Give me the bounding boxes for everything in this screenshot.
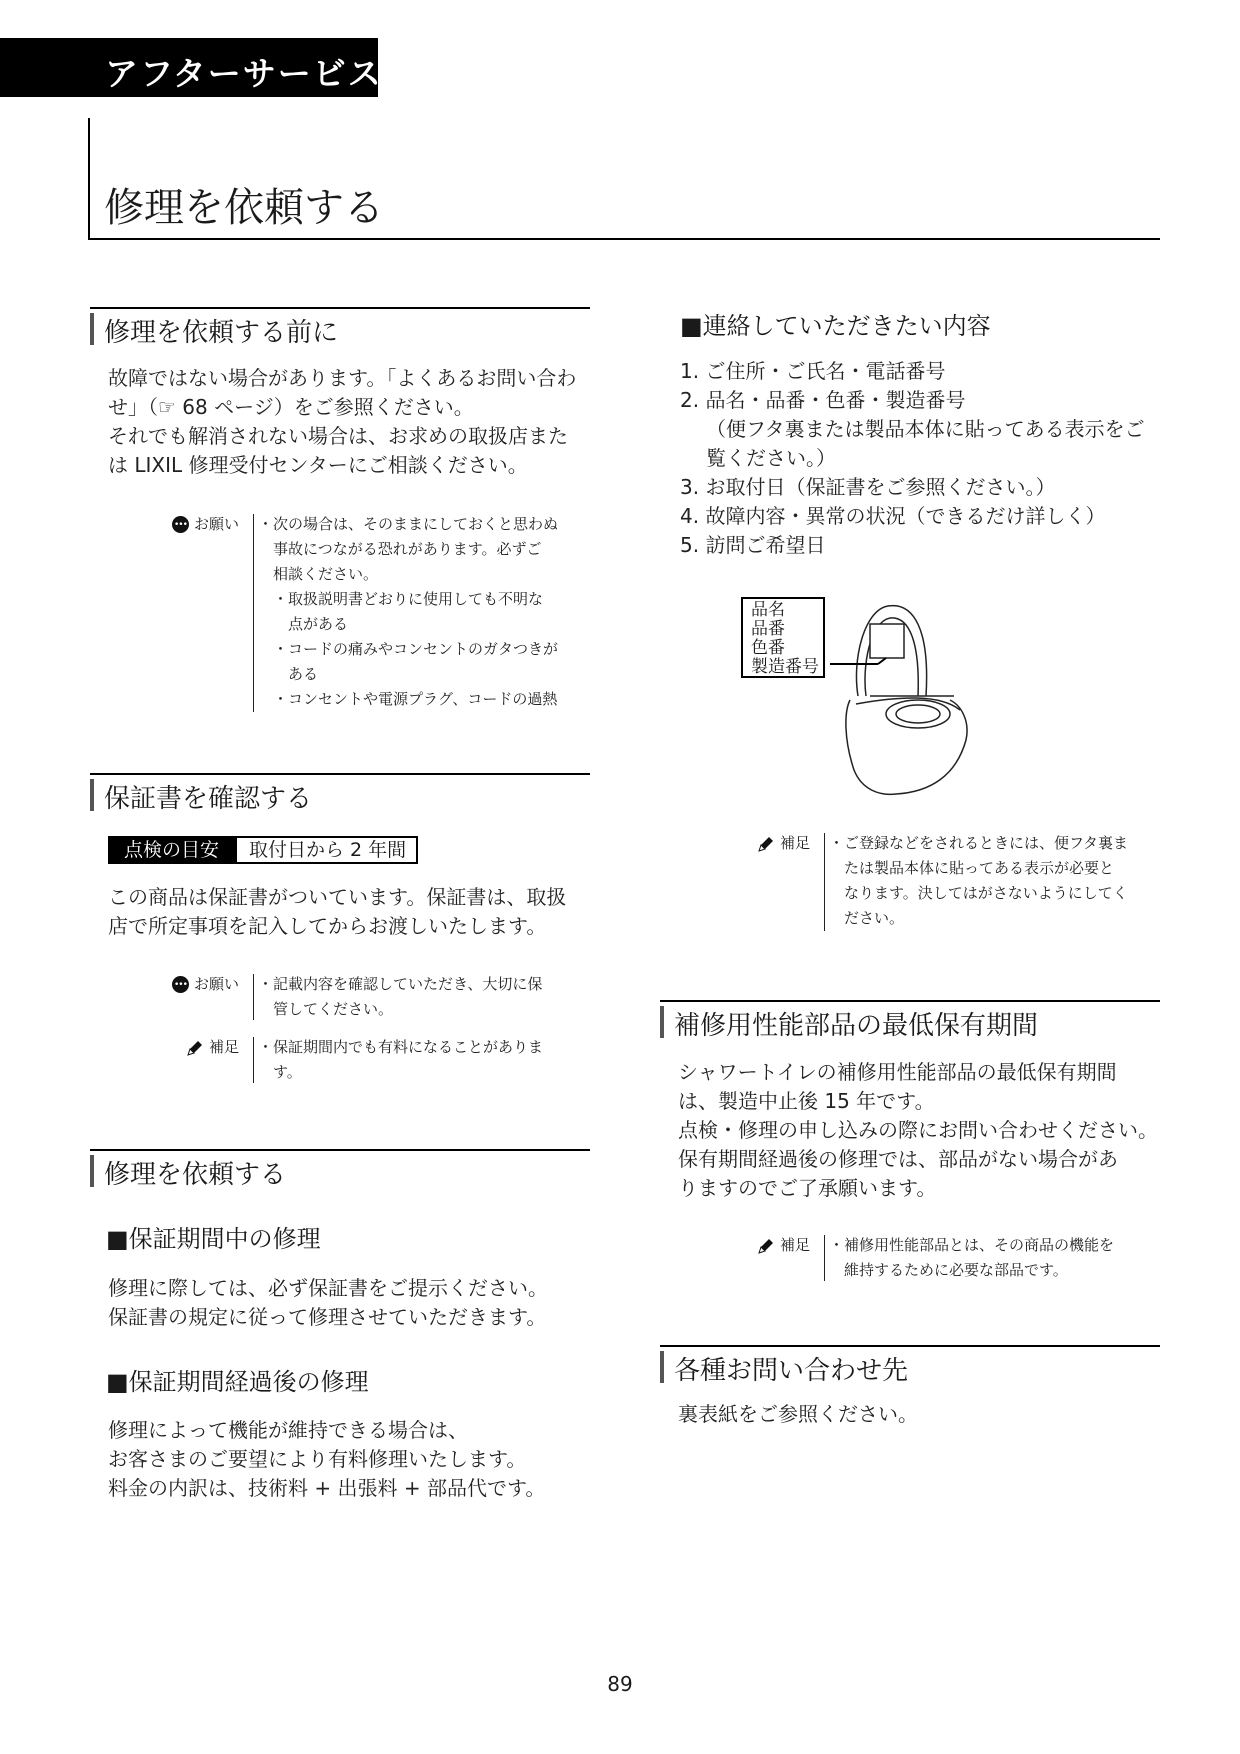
section-banner-text: アフターサービス [105,54,383,93]
heading-contact-info: ■連絡していただきたい内容 [680,312,991,340]
after-warranty-text: 修理によって機能が維持できる場合は、 お客さまのご要望により有料修理いたします。 料金の内訳は、技術料 + 出張料 + 部品代です。 [108,1418,546,1500]
in-warranty-text: 修理に際しては、必ず保証書をご提示ください。 保証書の規定に従って修理させていただきます。 [108,1276,548,1329]
page-title: 修理を依頼する [104,185,384,231]
section-banner [0,38,383,97]
contact-item-note: （便フタ裏または製品本体に貼ってある表示をご [706,417,1145,441]
info-dots-icon [172,976,189,993]
contact-item: 1. ご住所・ご氏名・電話番号 [680,359,946,383]
subheading-after-warranty: ■保証期間経過後の修理 [106,1368,369,1396]
pencil-icon [757,1237,775,1255]
pencil-icon [757,835,775,853]
contact-item: 5. 訪問ご希望日 [680,533,826,557]
parts-retention-text: シャワートイレの補修用性能部品の最低保有期間 は、製造中止後 15 年です。 点検・修理の申し込みの際にお問い合わせください。 保有期間経過後の修理では、部品がない場合があ りますのでご了承願います。 [678,1060,1158,1200]
inspection-badge-label: 点検の目安 [108,836,237,864]
info-dots-icon [172,516,189,533]
page-number: 89 [607,1672,633,1696]
toilet-illustration [830,600,980,800]
contact-item: 4. 故障内容・異常の状況（できるだけ詳しく） [680,504,1106,528]
pencil-icon [186,1039,204,1057]
subheading-in-warranty: ■保証期間中の修理 [106,1225,321,1253]
inquiries-text: 裏表紙をご参照ください。 [678,1402,918,1426]
before-repair-text: 故障ではない場合があります。「よくあるお問い合わ せ」（☞ 68 ページ）をご参照ください。 それでも解消されない場合は、お求めの取扱店また は LIXIL 修理受付センターにご相談ください。 [108,366,577,477]
product-label-box: 品名 品番 色番 製造番号 [741,597,825,678]
inspection-badge [108,836,418,864]
title-horizontal-rule [88,238,1160,240]
warranty-text: この商品は保証書がついています。保証書は、取扱 店で所定事項を記入してからお渡しいたします。 [108,885,567,938]
inspection-badge-value: 取付日から 2 年間 [237,836,418,864]
contact-item-note: 覧ください。） [706,446,836,470]
contact-item: 2. 品名・品番・色番・製造番号 [680,388,966,412]
contact-item: 3. お取付日（保証書をご参照ください。） [680,475,1056,499]
title-vertical-rule [88,118,90,240]
